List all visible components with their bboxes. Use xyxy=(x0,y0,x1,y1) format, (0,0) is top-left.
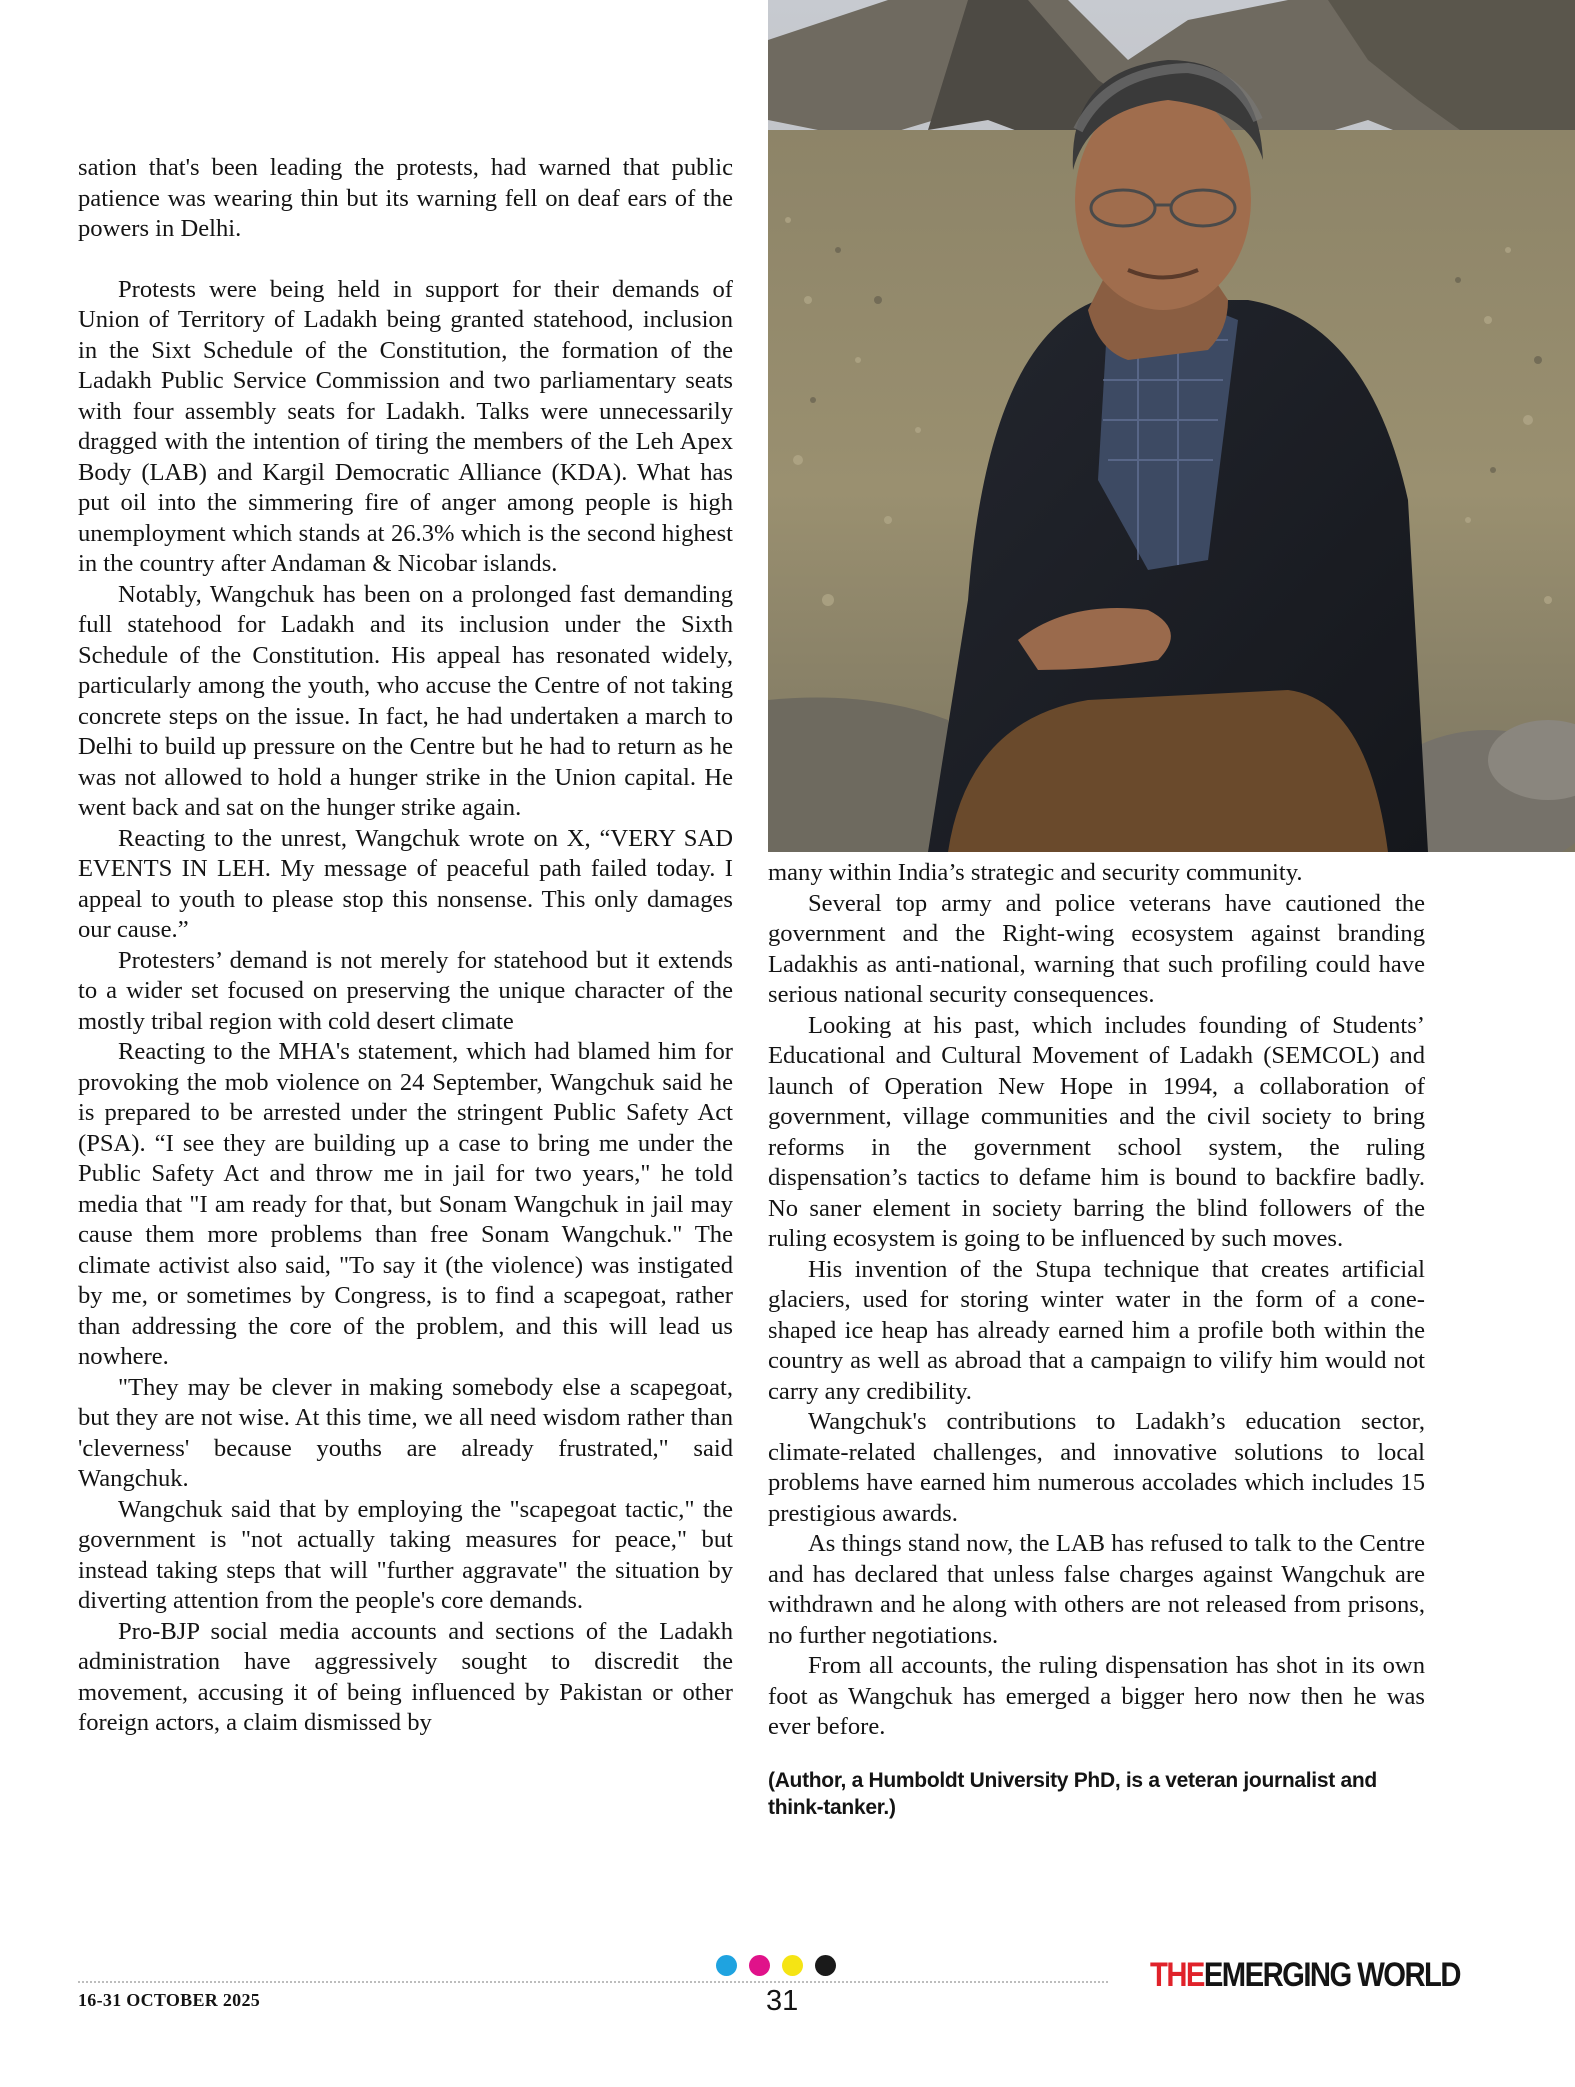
paragraph: "They may be clever in making somebody else a scapegoat, but they are not wise. At this time, we all need wisdom rather than 'cleverness' because youths are already frustrated," said Wangchuk. xyxy=(78,1373,733,1492)
brand-name: EMERGING WORLD xyxy=(1203,1956,1460,1994)
paragraph: Wangchuk said that by employing the "scapegoat tactic," the government is "not actually taking measures for peace," but instead taking steps that will "further aggravate" the situation by diverting attention from the people's core demands. xyxy=(78,1495,733,1614)
paragraph: His invention of the Stupa technique that creates artificial glaciers, used for storing winter water in the form of a cone-shaped ice heap has already earned him a profile both within the country as well as abroad that a campaign to vilify him would not carry any credibility. xyxy=(768,1255,1425,1405)
paragraph: As things stand now, the LAB has refused to talk to the Centre and has declared that unless false charges against Wangchuk are withdrawn and he along with others are not released from prisons, no further negotiations. xyxy=(768,1530,1425,1649)
cyan-dot xyxy=(716,1955,737,1976)
paragraph: Protesters’ demand is not merely for statehood but it extends to a wider set focused on preserving the unique character of the mostly tribal region with cold desert climate xyxy=(78,946,733,1035)
paragraph: Looking at his past, which includes founding of Students’ Educational and Cultural Movement of Ladakh (SEMCOL) and launch of Operation New Hope in 1994, a collaboration of government, village communities and the civil society to bring reforms in the government school system, the ruling dispensation’s tactics to defame him is bound to backfire badly. No saner element in society barring the blind followers of the ruling ecosystem is going to be influenced by such moves. xyxy=(768,1011,1425,1252)
brand-the: THE xyxy=(1150,1956,1204,1994)
issue-date: 16-31 OCTOBER 2025 xyxy=(78,1990,261,2010)
paragraph: Reacting to the unrest, Wangchuk wrote on X, “VERY SAD EVENTS IN LEH. My message of peaceful path failed today. I appeal to youth to please stop this nonsense. This only damages our cause.” xyxy=(78,824,733,943)
paragraph: many within India’s strategic and security community. xyxy=(768,859,1303,886)
article-right-column xyxy=(768,858,1425,1821)
magenta-dot xyxy=(749,1955,770,1976)
paragraph: Reacting to the MHA's statement, which had blamed him for provoking the mob violence on 24 September, Wangchuk said he is prepared to be arrested under the stringent Public Safety Act (PSA). “I see they are building up a case to bring me under the Public Safety Act and throw me in jail for two years," he told media that "I am ready for that, but Sonam Wangchuk in jail may cause them more problems than free Sonam Wangchuk." The climate activist also said, "To say it (the violence) was instigated by me, or sometimes by Congress, is to find a scapegoat, rather than addressing the core of the problem, and this will lead us nowhere. xyxy=(78,1038,733,1370)
article-photo xyxy=(768,0,1575,852)
paragraph: Wangchuk's contributions to Ladakh’s education sector, climate-related challenges, and innovative solutions to local problems have earned him numerous accolades which includes 15 prestigious awards. xyxy=(768,1408,1425,1527)
footer-divider xyxy=(78,1981,1108,1983)
paragraph: Several top army and police veterans have cautioned the government and the Right-wing ecosystem against branding Ladakhis as anti-national, warning that such profiling could have serious national security consequences. xyxy=(768,889,1425,1008)
article-left-column xyxy=(78,153,733,1739)
paragraph: Pro-BJP social media accounts and sections of the Ladakh administration have aggressively sought to discredit the movement, accusing it of being influenced by Pakistan or other foreign actors, a claim dismissed by xyxy=(78,1617,733,1736)
author-note: (Author, a Humboldt University PhD, is a veteran journalist and think-tanker.) xyxy=(768,1768,1377,1819)
paragraph: Protests were being held in support for their demands of Union of Territory of Ladakh being granted statehood, inclusion in the Sixt Schedule of the Constitution, the formation of the Ladakh Public Service Commission and two parliamentary seats with four assembly seats for Ladakh. Talks were unnecessarily dragged with the intention of tiring the members of the Leh Apex Body (LAB) and Kargil Democratic Alliance (KDA). What has put oil into the simmering fire of anger among people is high unemployment which stands at 26.3% which is the second highest in the country after Andaman & Nicobar islands. xyxy=(78,275,733,577)
paragraph: From all accounts, the ruling dispensation has shot in its own foot as Wangchuk has emerged a bigger hero now then he was ever before. xyxy=(768,1652,1425,1740)
page-number: 31 xyxy=(766,1985,799,2017)
paragraph: sation that's been leading the protests, had warned that public patience was wearing thin but its warning fell on deaf ears of the powers in Delhi. xyxy=(78,154,733,242)
black-dot xyxy=(815,1955,836,1976)
yellow-dot xyxy=(782,1955,803,1976)
brand-logo xyxy=(1150,1956,1460,1995)
registration-marks xyxy=(716,1955,836,1976)
paragraph: Notably, Wangchuk has been on a prolonged fast demanding full statehood for Ladakh and its inclusion under the Sixth Schedule of the Constitution. His appeal has resonated widely, particularly among the youth, who accuse the Centre of not taking concrete steps on the issue. In fact, he had undertaken a march to Delhi to build up pressure on the Centre but he had to return as he was not allowed to hold a hunger strike in the Union capital. He went back and sat on the hunger strike again. xyxy=(78,580,733,821)
